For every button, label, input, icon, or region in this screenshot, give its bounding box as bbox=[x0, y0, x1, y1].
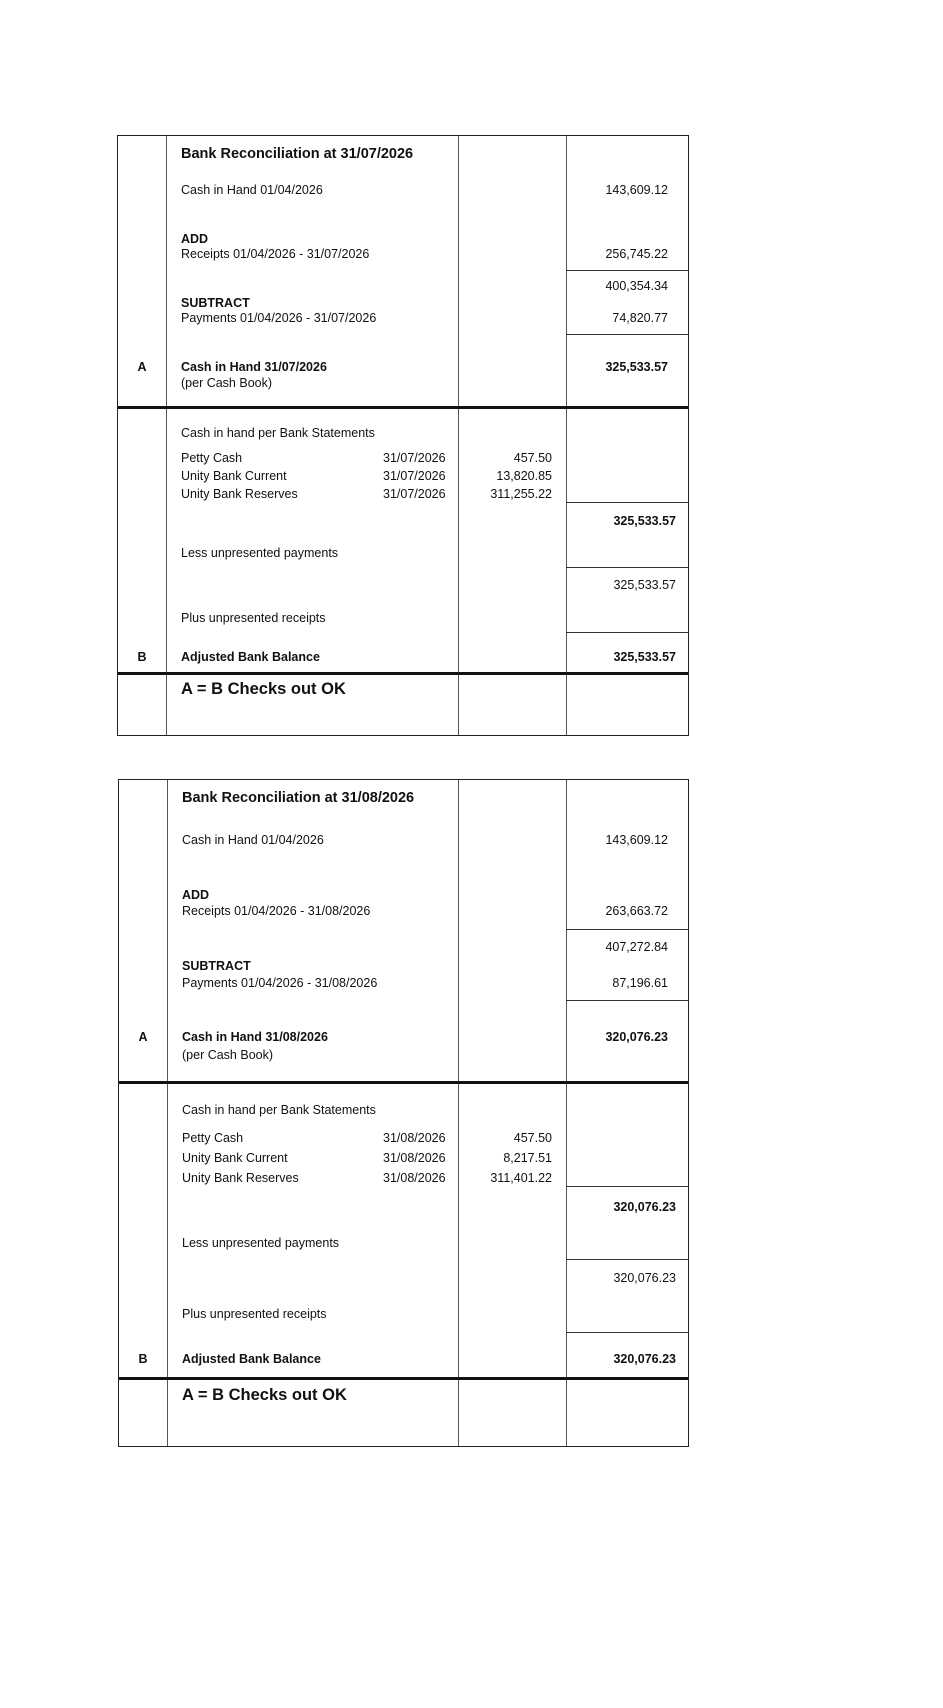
bank-statements-label: Cash in hand per Bank Statements bbox=[182, 1103, 376, 1117]
adjusted-balance-label: Adjusted Bank Balance bbox=[182, 1352, 321, 1366]
per-cash-book-label: (per Cash Book) bbox=[182, 1048, 274, 1062]
cash-in-hand-value: 320,076.23 bbox=[605, 1030, 668, 1044]
unpresented-payments-label: Less unpresented payments bbox=[182, 1236, 340, 1250]
per-cash-book-label: (per Cash Book) bbox=[181, 376, 273, 390]
reconciliation-july bbox=[117, 135, 689, 736]
cash-in-hand-value: 325,533.57 bbox=[605, 360, 668, 374]
accounts-total: 320,076.23 bbox=[613, 1200, 676, 1214]
account-amount: 13,820.85 bbox=[496, 469, 552, 483]
account-name: Unity Bank Reserves bbox=[181, 487, 298, 501]
add-label: ADD bbox=[182, 888, 210, 902]
adjusted-balance-label: Adjusted Bank Balance bbox=[181, 650, 320, 664]
account-name: Unity Bank Current bbox=[181, 469, 287, 483]
marker-a: A bbox=[138, 1030, 148, 1044]
account-name: Unity Bank Current bbox=[182, 1151, 288, 1165]
account-amount: 311,255.22 bbox=[490, 487, 552, 501]
reconciliation-august bbox=[118, 779, 689, 1447]
reconciliation-title: Bank Reconciliation at 31/07/2026 bbox=[181, 146, 414, 162]
unpresented-receipts-label: Plus unpresented receipts bbox=[181, 611, 326, 625]
account-name: Petty Cash bbox=[181, 451, 243, 465]
account-amount: 8,217.51 bbox=[503, 1151, 552, 1165]
account-date: 31/08/2026 bbox=[383, 1131, 446, 1145]
reconciliation-title: Bank Reconciliation at 31/08/2026 bbox=[182, 790, 415, 806]
account-date: 31/08/2026 bbox=[383, 1151, 446, 1165]
payments-value: 74,820.77 bbox=[612, 311, 668, 325]
accounts-total: 325,533.57 bbox=[613, 514, 676, 528]
adjusted-balance-value: 325,533.57 bbox=[613, 650, 676, 664]
receipts-value: 256,745.22 bbox=[605, 247, 668, 261]
bank-statements-label: Cash in hand per Bank Statements bbox=[181, 426, 375, 440]
account-name: Unity Bank Reserves bbox=[182, 1171, 299, 1185]
opening-cash-value: 143,609.12 bbox=[605, 833, 668, 847]
account-amount: 457.50 bbox=[513, 1131, 552, 1145]
receipts-value: 263,663.72 bbox=[605, 904, 668, 918]
marker-a: A bbox=[137, 360, 147, 374]
cash-in-hand-label: Cash in Hand 31/07/2026 bbox=[181, 360, 327, 374]
opening-cash-label: Cash in Hand 01/04/2026 bbox=[181, 183, 323, 197]
subtract-label: SUBTRACT bbox=[182, 959, 251, 973]
add-label: ADD bbox=[181, 232, 209, 246]
adjusted-balance-value: 320,076.23 bbox=[613, 1352, 676, 1366]
payments-value: 87,196.61 bbox=[612, 976, 668, 990]
receipts-label: Receipts 01/04/2026 - 31/08/2026 bbox=[182, 904, 371, 918]
cash-in-hand-label: Cash in Hand 31/08/2026 bbox=[182, 1030, 328, 1044]
marker-b: B bbox=[138, 1352, 148, 1366]
account-amount: 311,401.22 bbox=[490, 1171, 552, 1185]
marker-b: B bbox=[137, 650, 147, 664]
check-result: A = B Checks out OK bbox=[182, 1386, 347, 1404]
account-name: Petty Cash bbox=[182, 1131, 244, 1145]
payments-label: Payments 01/04/2026 - 31/07/2026 bbox=[181, 311, 377, 325]
subtotal-value: 407,272.84 bbox=[605, 940, 668, 954]
subtotal-value: 400,354.34 bbox=[605, 279, 668, 293]
account-date: 31/07/2026 bbox=[383, 451, 446, 465]
account-amount: 457.50 bbox=[513, 451, 552, 465]
payments-label: Payments 01/04/2026 - 31/08/2026 bbox=[182, 976, 378, 990]
after-payments-value: 325,533.57 bbox=[613, 578, 676, 592]
account-date: 31/07/2026 bbox=[383, 469, 446, 483]
receipts-label: Receipts 01/04/2026 - 31/07/2026 bbox=[181, 247, 370, 261]
after-payments-value: 320,076.23 bbox=[613, 1271, 676, 1285]
opening-cash-value: 143,609.12 bbox=[605, 183, 668, 197]
account-date: 31/07/2026 bbox=[383, 487, 446, 501]
unpresented-receipts-label: Plus unpresented receipts bbox=[182, 1307, 327, 1321]
account-date: 31/08/2026 bbox=[383, 1171, 446, 1185]
opening-cash-label: Cash in Hand 01/04/2026 bbox=[182, 833, 324, 847]
unpresented-payments-label: Less unpresented payments bbox=[181, 546, 339, 560]
check-result: A = B Checks out OK bbox=[181, 680, 346, 698]
subtract-label: SUBTRACT bbox=[181, 296, 250, 310]
